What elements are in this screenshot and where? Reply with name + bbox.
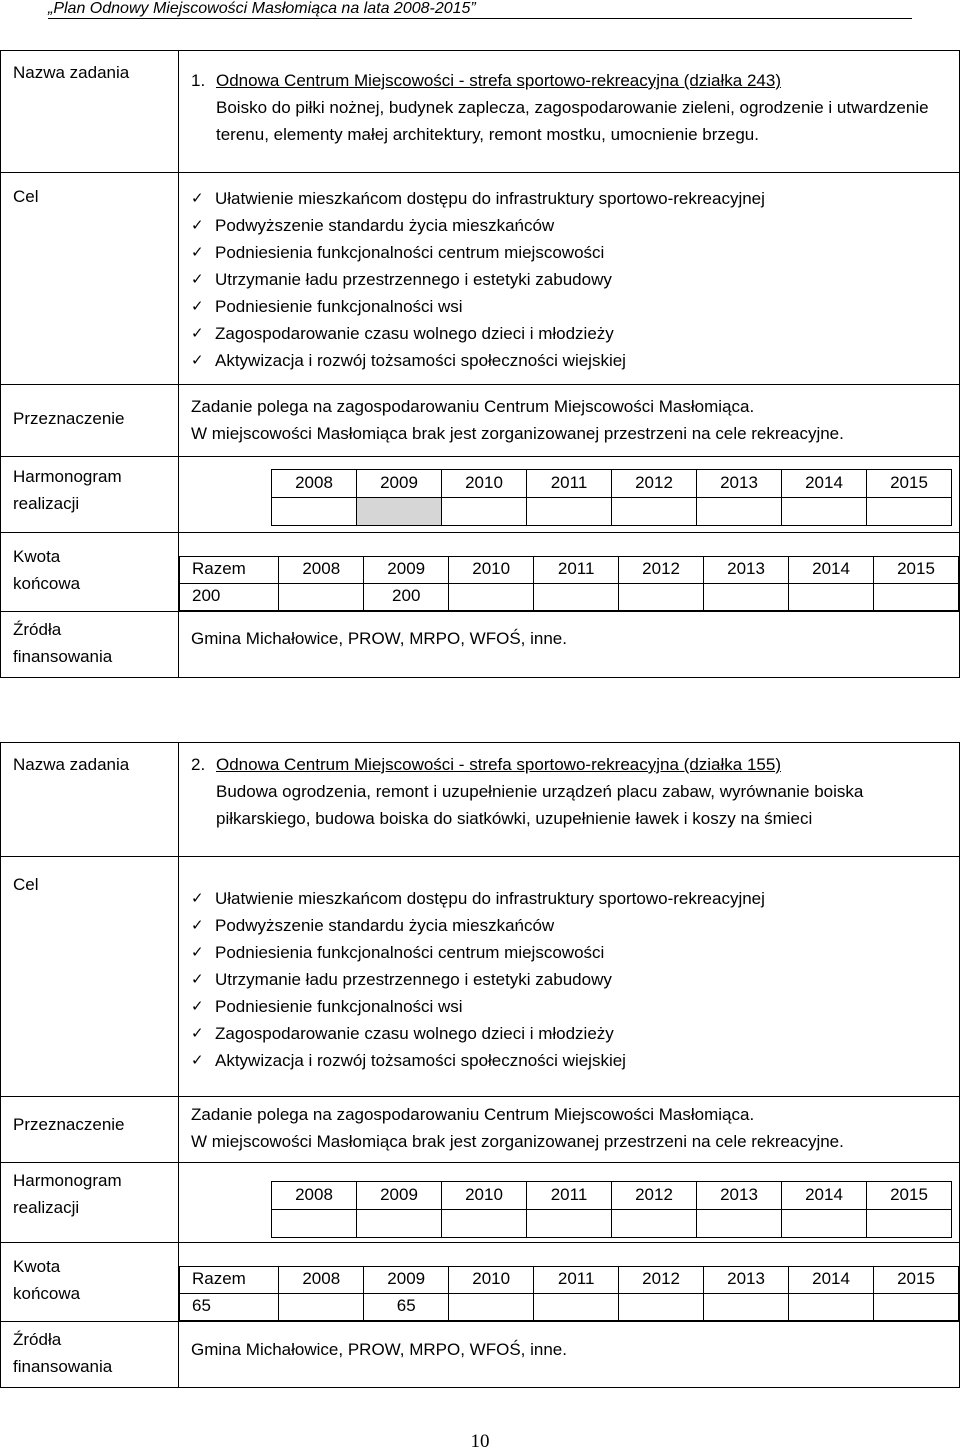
- check-icon: ✓: [191, 998, 204, 1015]
- costs-header-cell: Razem: [180, 1267, 279, 1294]
- schedule-mark-cell: [272, 498, 357, 526]
- year-cell: 2012: [612, 1182, 697, 1210]
- cost-value-cell: [704, 584, 789, 611]
- year-cell: 2009: [357, 470, 442, 498]
- check-icon: ✓: [191, 190, 204, 207]
- costs-table: [179, 556, 959, 611]
- goal-item: ✓ Podniesienia funkcjonalności centrum miejscowości: [191, 239, 959, 266]
- schedule-mark-cell: [867, 1210, 952, 1238]
- costs-header-cell: 2010: [449, 557, 534, 584]
- year-cell: 2008: [272, 1182, 357, 1210]
- label-sources: Źródła: [13, 1330, 62, 1349]
- cost-value-cell: 65: [180, 1294, 279, 1321]
- task-description: Boisko do piłki nożnej, budynek zaplecza, zagospodarowanie zieleni, ogrodzenie i utwardzenie terenu, elementy małej architektury, remont mostku, umocnienie brzegu.: [216, 98, 929, 144]
- schedule-mark-cell: [867, 498, 952, 526]
- year-cell: 2015: [867, 470, 952, 498]
- goal-item: ✓ Aktywizacja i rozwój tożsamości społeczności wiejskiej: [191, 1047, 959, 1074]
- costs-header-cell: Razem: [180, 557, 279, 584]
- cost-value-cell: [874, 1294, 959, 1321]
- schedule-mark-cell: [697, 498, 782, 526]
- check-icon: ✓: [191, 1025, 204, 1042]
- goal-item: ✓ Podniesienia funkcjonalności centrum miejscowości: [191, 939, 959, 966]
- page-number: 10: [470, 1431, 490, 1452]
- goal-item: ✓ Zagospodarowanie czasu wolnego dzieci i młodzieży: [191, 320, 959, 347]
- label-schedule: Harmonogram: [13, 467, 122, 486]
- schedule-mark-cell: [272, 1210, 357, 1238]
- check-icon: ✓: [191, 271, 204, 288]
- schedule-mark-cell: [612, 1210, 697, 1238]
- costs-header-cell: 2010: [449, 1267, 534, 1294]
- goal-item: ✓ Aktywizacja i rozwój tożsamości społeczności wiejskiej: [191, 347, 959, 374]
- costs-header-cell: 2008: [279, 1267, 364, 1294]
- check-icon: ✓: [191, 1052, 204, 1069]
- cost-value-cell: [449, 1294, 534, 1321]
- cost-value-cell: [279, 584, 364, 611]
- costs-header-cell: 2014: [789, 1267, 874, 1294]
- sources-text: Gmina Michałowice, PROW, MRPO, WFOŚ, inne.: [179, 1322, 960, 1388]
- goals-list: [191, 885, 959, 1074]
- goals-list: [191, 185, 959, 374]
- schedule-table: [271, 1181, 952, 1238]
- costs-header-cell: 2011: [534, 557, 619, 584]
- year-cell: 2010: [442, 1182, 527, 1210]
- costs-header-cell: 2008: [279, 557, 364, 584]
- year-cell: 2014: [782, 1182, 867, 1210]
- label-goal: Cel: [1, 857, 179, 1097]
- costs-header-cell: 2015: [874, 1267, 959, 1294]
- cost-value-cell: [449, 584, 534, 611]
- check-icon: ✓: [191, 298, 204, 315]
- costs-header-cell: 2012: [619, 557, 704, 584]
- task-number: 2.: [191, 755, 206, 774]
- label-purpose: Przeznaczenie: [1, 385, 179, 457]
- check-icon: ✓: [191, 352, 204, 369]
- check-icon: ✓: [191, 917, 204, 934]
- schedule-mark-cell: [782, 1210, 867, 1238]
- task-table-2: Nazwa zadania 2. Odnowa Centrum Miejscowości - strefa sportowo-rekreacyjna (działka 155) Budowa ogrodzenia, remont i uzupełnienie urządzeń placu zabaw, wyrównanie boiska piłkarskiego, budowa boiska do siatkówki, uzupełnienie ławek i koszy na śmieci Cel ✓ Ułatwienie mieszkańcom dostępu do infrastruktury sportowo-rekreacyjnej ✓ Podwyższenie standardu życia mieszkańców ✓ Podniesienia funkcjonalności centrum miejscowości ✓ Utrzymanie ładu przestrzennego i estetyki zabudowy ✓ Podniesienie funkcjonalności wsi ✓ Zagospodarowanie czasu wolnego dzieci i młodzieży ✓ Aktywizacja i rozwój tożsamości społeczności wiejskiej Przeznaczenie Zadanie polega na zagospodarowaniu Centrum Miejscowości Masłomiąca. W miejscowości Masłomiąca brak jest zorganizowanej przestrzeni na cele rekreacyjne. Harmonogram realizacji 2008 2009 2010 2011 2012 2013 2014 2015 Kwota końcowa Razem 2008 2009 2010 2011 2012 2013 2014 2015 65 65 Źródła finansowania Gmina Michałowice, PROW, MRPO, WFOŚ, inne.: [0, 742, 960, 1388]
- label-sources: Źródła: [13, 620, 62, 639]
- schedule-mark-cell: [357, 1210, 442, 1238]
- goal-item: ✓ Podwyższenie standardu życia mieszkańców: [191, 212, 959, 239]
- year-cell: 2013: [697, 470, 782, 498]
- year-cell: 2011: [527, 470, 612, 498]
- costs-header-cell: 2009: [364, 557, 449, 584]
- purpose-line: W miejscowości Masłomiąca brak jest zorganizowanej przestrzeni na cele rekreacyjne.: [191, 1132, 844, 1151]
- check-icon: ✓: [191, 890, 204, 907]
- task-number: 1.: [191, 71, 206, 90]
- costs-header-cell: 2015: [874, 557, 959, 584]
- cost-value-cell: [704, 1294, 789, 1321]
- costs-header-cell: 2011: [534, 1267, 619, 1294]
- label-purpose: Przeznaczenie: [1, 1097, 179, 1163]
- year-cell: 2008: [272, 470, 357, 498]
- task-title: Odnowa Centrum Miejscowości - strefa sportowo-rekreacyjna (działka 243): [216, 71, 781, 90]
- purpose-line: Zadanie polega na zagospodarowaniu Centrum Miejscowości Masłomiąca.: [191, 1105, 755, 1124]
- label-task-name: Nazwa zadania: [1, 743, 179, 857]
- costs-header-cell: 2013: [704, 1267, 789, 1294]
- task-title: Odnowa Centrum Miejscowości - strefa sportowo-rekreacyjna (działka 155): [216, 755, 781, 774]
- schedule-mark-cell: [612, 498, 697, 526]
- task-table-1: Nazwa zadania 1. Odnowa Centrum Miejscowości - strefa sportowo-rekreacyjna (działka 243) Boisko do piłki nożnej, budynek zaplecza, zagospodarowanie zieleni, ogrodzenie i utwardzenie terenu, elementy małej architektury, remont mostku, umocnienie brzegu. Cel ✓ Ułatwienie mieszkańcom dostępu do infrastruktury sportowo-rekreacyjnej ✓ Podwyższenie standardu życia mieszkańców ✓ Podniesienia funkcjonalności centrum miejscowości ✓ Utrzymanie ładu przestrzennego i estetyki zabudowy ✓ Podniesienie funkcjonalności wsi ✓ Zagospodarowanie czasu wolnego dzieci i młodzieży ✓ Aktywizacja i rozwój tożsamości społeczności wiejskiej Przeznaczenie Zadanie polega na zagospodarowaniu Centrum Miejscowości Masłomiąca. W miejscowości Masłomiąca brak jest zorganizowanej przestrzeni na cele rekreacyjne. Harmonogram realizacji 2008 2009 2010 2011 2012 2013 2014 2015 Kwota końcowa Razem 2008 2009 2010 2011 2012 2013 2014 2015 200 200 Źródła finansowania Gmina Michałowice, PROW, MRPO, WFOŚ, inne.: [0, 50, 960, 678]
- task-description: Budowa ogrodzenia, remont i uzupełnienie urządzeń placu zabaw, wyrównanie boiska piłkarskiego, budowa boiska do siatkówki, uzupełnienie ławek i koszy na śmieci: [216, 782, 864, 828]
- year-cell: 2015: [867, 1182, 952, 1210]
- goal-item: ✓ Podniesienie funkcjonalności wsi: [191, 993, 959, 1020]
- label-amount: Kwota: [13, 547, 61, 566]
- sources-text: Gmina Michałowice, PROW, MRPO, WFOŚ, inne.: [179, 612, 960, 678]
- cost-value-cell: [874, 584, 959, 611]
- costs-table: [179, 1266, 959, 1321]
- costs-header-cell: 2009: [364, 1267, 449, 1294]
- cost-value-cell: [279, 1294, 364, 1321]
- cost-value-cell: [619, 584, 704, 611]
- costs-header-cell: 2013: [704, 557, 789, 584]
- goal-item: ✓ Utrzymanie ładu przestrzennego i estetyki zabudowy: [191, 966, 959, 993]
- schedule-mark-cell: [782, 498, 867, 526]
- schedule-mark-cell: [697, 1210, 782, 1238]
- year-cell: 2013: [697, 1182, 782, 1210]
- goal-item: ✓ Podwyższenie standardu życia mieszkańców: [191, 912, 959, 939]
- goal-item: ✓ Utrzymanie ładu przestrzennego i estetyki zabudowy: [191, 266, 959, 293]
- year-cell: 2012: [612, 470, 697, 498]
- costs-header-cell: 2014: [789, 557, 874, 584]
- schedule-mark-cell: [527, 1210, 612, 1238]
- schedule-table: [271, 469, 952, 526]
- goal-item: ✓ Ułatwienie mieszkańcom dostępu do infrastruktury sportowo-rekreacyjnej: [191, 185, 959, 212]
- schedule-mark-cell: [357, 498, 442, 526]
- label-goal: Cel: [1, 173, 179, 385]
- cost-value-cell: [619, 1294, 704, 1321]
- year-cell: 2010: [442, 470, 527, 498]
- label-schedule: Harmonogram: [13, 1171, 122, 1190]
- check-icon: ✓: [191, 244, 204, 261]
- label-amount: Kwota: [13, 1257, 61, 1276]
- goal-item: ✓ Zagospodarowanie czasu wolnego dzieci i młodzieży: [191, 1020, 959, 1047]
- check-icon: ✓: [191, 325, 204, 342]
- check-icon: ✓: [191, 944, 204, 961]
- year-cell: 2009: [357, 1182, 442, 1210]
- purpose-line: W miejscowości Masłomiąca brak jest zorganizowanej przestrzeni na cele rekreacyjne.: [191, 424, 844, 443]
- schedule-mark-cell: [442, 1210, 527, 1238]
- cost-value-cell: 200: [364, 584, 449, 611]
- costs-header-cell: 2012: [619, 1267, 704, 1294]
- year-cell: 2014: [782, 470, 867, 498]
- schedule-mark-cell: [527, 498, 612, 526]
- cost-value-cell: [534, 1294, 619, 1321]
- label-task-name: Nazwa zadania: [1, 51, 179, 173]
- check-icon: ✓: [191, 971, 204, 988]
- cost-value-cell: [789, 1294, 874, 1321]
- cost-value-cell: 65: [364, 1294, 449, 1321]
- cost-value-cell: [789, 584, 874, 611]
- cost-value-cell: [534, 584, 619, 611]
- check-icon: ✓: [191, 217, 204, 234]
- document-header: „Plan Odnowy Miejscowości Masłomiąca na lata 2008-2015”: [48, 0, 912, 19]
- year-cell: 2011: [527, 1182, 612, 1210]
- cost-value-cell: 200: [180, 584, 279, 611]
- goal-item: ✓ Podniesienie funkcjonalności wsi: [191, 293, 959, 320]
- schedule-mark-cell: [442, 498, 527, 526]
- goal-item: ✓ Ułatwienie mieszkańcom dostępu do infrastruktury sportowo-rekreacyjnej: [191, 885, 959, 912]
- purpose-line: Zadanie polega na zagospodarowaniu Centrum Miejscowości Masłomiąca.: [191, 397, 755, 416]
